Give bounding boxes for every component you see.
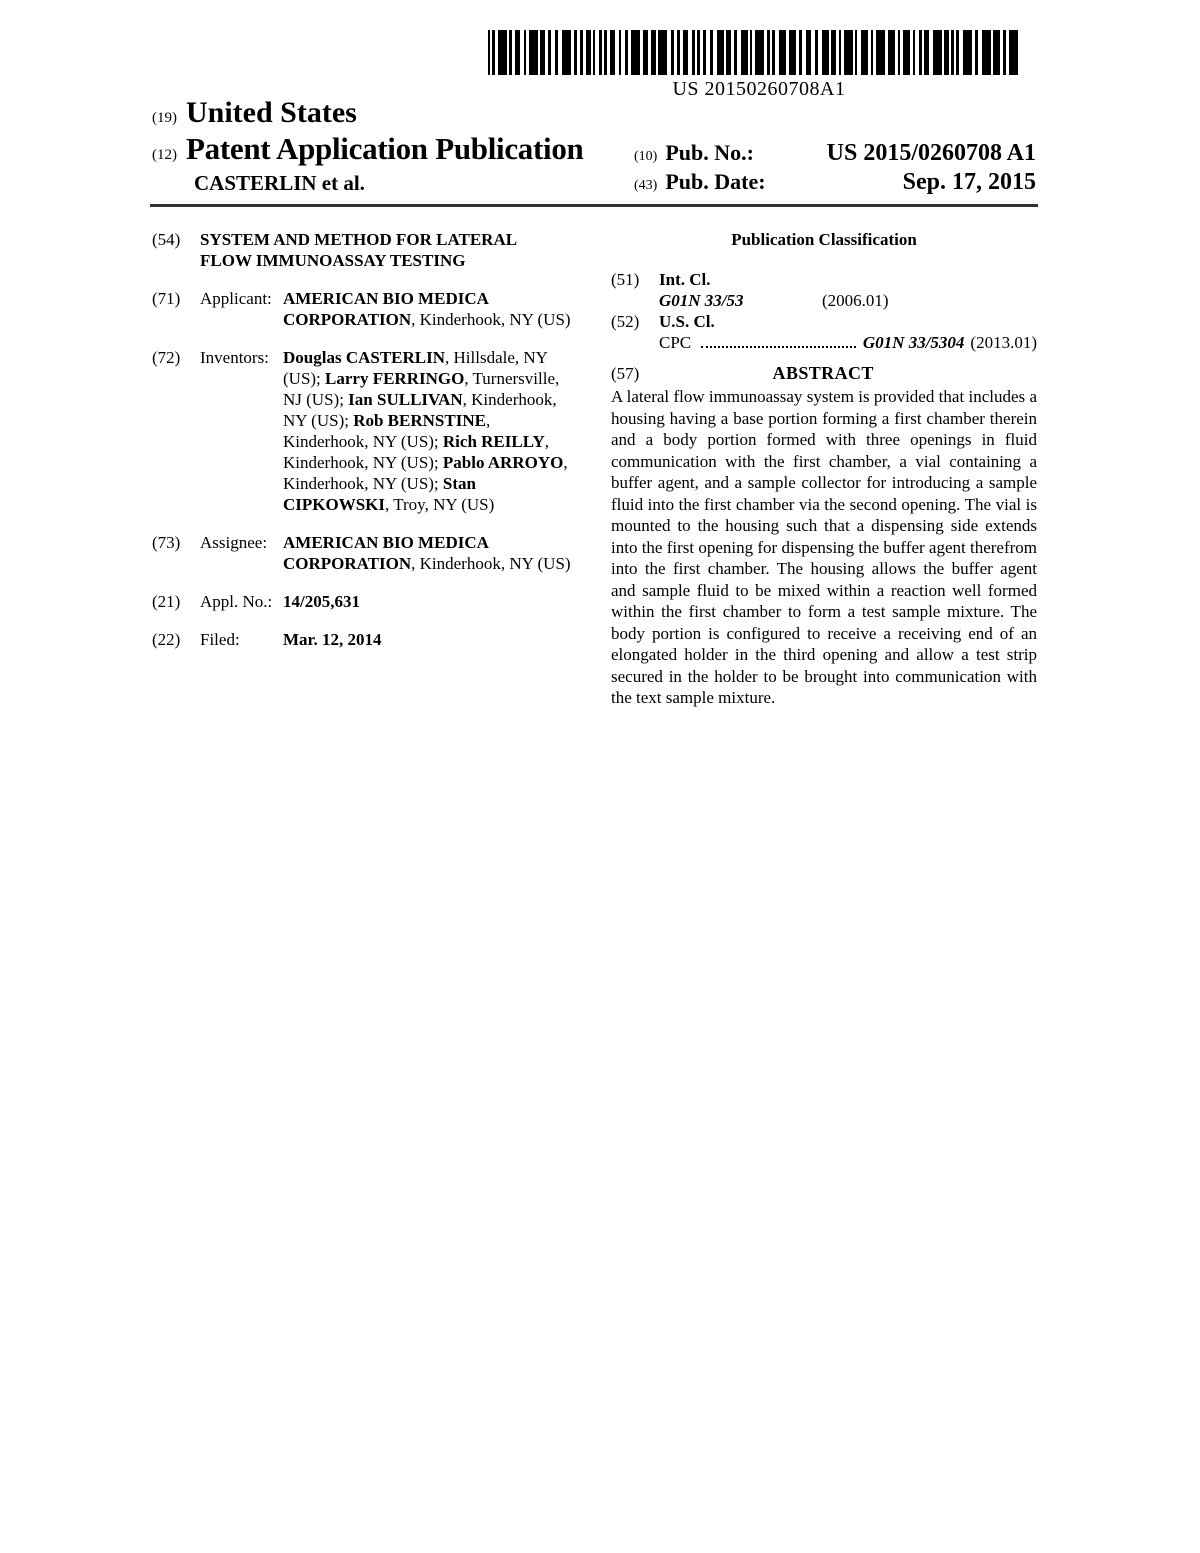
pub-date-row	[634, 169, 1036, 196]
filed-field	[152, 629, 578, 650]
abstract-code: (57)	[611, 364, 640, 383]
us-cl-body	[659, 311, 1037, 353]
filed-value: Mar. 12, 2014	[283, 630, 382, 649]
applicant-name: AMERICAN BIO MEDICA CORPORATION	[283, 289, 488, 329]
inventor-name: Pablo ARROYO	[442, 453, 564, 472]
inventor-name: Rob BERNSTINE	[353, 411, 486, 430]
inventor-location: , Kinderhook, NY (US);	[283, 411, 491, 451]
applicant-code: (71)	[152, 289, 181, 308]
pub-no-code: (10)	[634, 149, 658, 164]
pub-no-value: US 2015/0260708 A1	[826, 140, 1036, 166]
abstract-heading: ABSTRACT	[772, 363, 874, 383]
abstract-heading-row	[611, 363, 1037, 384]
int-cl-body	[659, 269, 1037, 311]
inventors-field	[152, 347, 578, 515]
title-code: (54)	[152, 230, 181, 249]
applicant-value	[283, 288, 578, 330]
int-cl-class: G01N 33/53	[659, 291, 744, 310]
int-cl-row	[659, 290, 1037, 311]
invention-title: SYSTEM AND METHOD FOR LATERAL FLOW IMMUNOASSAY TESTING	[200, 230, 517, 270]
inventors-code: (72)	[152, 348, 181, 367]
cpc-row	[659, 332, 1037, 353]
inventor-location: , Turnersville, NJ (US);	[283, 369, 560, 409]
inventors-list	[283, 347, 578, 515]
header-divider	[150, 204, 1038, 207]
inventor-location: , Kinderhook, NY (US);	[283, 432, 550, 472]
pub-date-label: Pub. Date:	[665, 169, 766, 194]
inventor-name: Larry FERRINGO	[325, 369, 465, 388]
appl-no-label: Appl. No.:	[200, 592, 273, 611]
assignee-value	[283, 532, 578, 574]
barcode	[488, 30, 1030, 101]
abstract-text: A lateral flow immunoassay system is provided that includes a housing having a base portion forming a first chamber therein and a body portion formed with three openings in fluid communication with the first chamber, a vial containing a buffer agent, and a sample collector for introducing a sample fluid into the first chamber via the second opening. The vial is mounted to the housing such that a dispensing side extends into the first opening for dispensing the buffer agent therefrom into the first chamber. The housing allows the buffer agent and sample fluid to be mixed within a reaction well formed within the first chamber to form a test sample mixture. The body portion is configured to receive a receiving end of an elongated holder in the third opening and allow a test strip secured in the holder to be brought into communication with the text sample mixture.	[611, 387, 1037, 707]
assignee-name: AMERICAN BIO MEDICA CORPORATION	[283, 533, 488, 573]
appl-no-field	[152, 591, 578, 612]
us-cl-field	[611, 311, 1037, 353]
assignee-label: Assignee:	[200, 533, 268, 552]
barcode-bars	[488, 30, 1030, 75]
int-cl-year: (2006.01)	[822, 291, 889, 310]
inventor-location: , Kinderhook, NY (US);	[283, 390, 557, 430]
pub-date-code: (43)	[634, 178, 658, 193]
doc-type-code: (12)	[152, 147, 177, 163]
assignee-field	[152, 532, 578, 574]
int-cl-code: (51)	[611, 270, 640, 289]
authors: CASTERLIN et al.	[194, 171, 365, 195]
appl-no-code: (21)	[152, 592, 181, 611]
appl-no-value: 14/205,631	[283, 592, 360, 611]
inventor-name: Douglas CASTERLIN	[283, 348, 446, 367]
header	[152, 96, 1036, 196]
doc-type: Patent Application Publication	[186, 131, 584, 166]
barcode-number: US 20150260708A1	[672, 78, 846, 100]
assignee-location: , Kinderhook, NY (US)	[411, 554, 571, 573]
cpc-year: (2013.01)	[970, 333, 1037, 352]
pub-no-row	[634, 140, 1036, 167]
inventor-name: Ian SULLIVAN	[348, 390, 463, 409]
title-field	[152, 229, 578, 271]
left-column	[152, 229, 578, 709]
inventor-name: Stan CIPKOWSKI	[283, 474, 476, 514]
country-name: United States	[186, 96, 357, 129]
pub-date-value: Sep. 17, 2015	[902, 169, 1036, 195]
pub-no-label: Pub. No.:	[665, 140, 754, 165]
body-columns	[152, 229, 1036, 709]
pub-date-left	[634, 169, 766, 195]
applicant-label: Applicant:	[200, 289, 272, 308]
publication-classification-heading: Publication Classification	[731, 230, 917, 249]
inventor-location: , Kinderhook, NY (US);	[283, 453, 568, 493]
filed-code: (22)	[152, 630, 181, 649]
us-cl-label: U.S. Cl.	[659, 312, 715, 331]
inventor-name: Rich REILLY	[442, 432, 545, 451]
country-code: (19)	[152, 110, 177, 126]
filed-label: Filed:	[200, 630, 240, 649]
pub-no-left	[634, 140, 754, 166]
int-cl-field	[611, 269, 1037, 311]
us-cl-code: (52)	[611, 312, 640, 331]
right-column	[611, 229, 1037, 709]
applicant-field	[152, 288, 578, 330]
inventor-location: , Troy, NY (US)	[385, 495, 495, 514]
cpc-class: G01N 33/5304	[862, 333, 965, 352]
cpc-label: CPC	[659, 333, 692, 352]
inventors-label: Inventors:	[200, 348, 269, 367]
doc-type-row	[152, 131, 634, 167]
applicant-location: , Kinderhook, NY (US)	[411, 310, 571, 329]
dotted-leader	[701, 346, 856, 348]
int-cl-label: Int. Cl.	[659, 270, 711, 289]
country-row	[152, 96, 634, 130]
inventor-location: , Hillsdale, NY (US);	[283, 348, 548, 388]
assignee-code: (73)	[152, 533, 181, 552]
